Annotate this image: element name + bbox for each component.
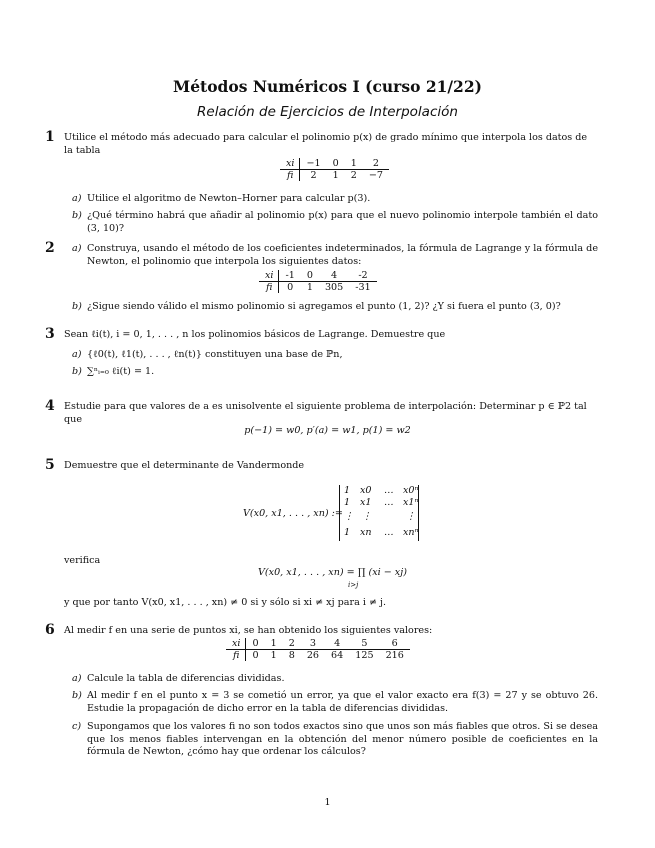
table-cell: 2 xyxy=(363,158,389,170)
exercise-2-part-a xyxy=(72,243,598,268)
part-label: a) xyxy=(72,349,82,360)
matrix-entry: … xyxy=(384,527,394,538)
exercise-6-number: 6 xyxy=(45,622,55,638)
matrix-entry: 1 xyxy=(344,527,351,538)
table-cell: −7 xyxy=(368,170,384,181)
table-cell: 0 xyxy=(327,158,345,170)
vandermonde-matrix xyxy=(339,485,419,541)
table-cell: 2 xyxy=(310,170,317,181)
part-label: b) xyxy=(72,301,82,312)
exercise-3-part-a xyxy=(72,349,598,362)
exercise-4-equation: p(−1) = w0, p′(a) = w1, p(1) = w2 xyxy=(244,425,411,436)
matrix-entry: ⋮ xyxy=(344,511,354,522)
exercise-5-verifica: verifica xyxy=(64,555,101,566)
part-text: Supongamos que los valores fi no son todos exactos sino que unos son más fiables que otros. Si se desea que los menos fiables intervengan en la obtención del menor número posible de coeficientes en la fórmula de Newton, ¿cómo hay que ordenar los cálculos? xyxy=(87,721,598,757)
table-cell: 1 xyxy=(270,650,277,661)
document-title: Métodos Numéricos I (curso 21/22) xyxy=(173,77,482,96)
exercise-3-intro: Sean ℓi(t), i = 0, 1, . . . , n los polinomios básicos de Lagrange. Demuestre que xyxy=(64,329,446,340)
matrix-entry: ⋮ xyxy=(406,511,416,522)
document-subtitle: Relación de Ejercicios de Interpolación xyxy=(197,104,458,120)
table-cell: 3 xyxy=(301,638,325,650)
table-cell: 0 xyxy=(246,638,265,650)
part-label: a) xyxy=(72,193,82,204)
matrix-entry: … xyxy=(384,485,394,496)
part-text: ∑ⁿᵢ₌₀ ℓi(t) = 1. xyxy=(87,366,155,377)
exercise-1-number: 1 xyxy=(45,129,55,145)
part-text: ¿Sigue siendo válido el mismo polinomio si agregamos el punto (1, 2)? ¿Y si fuera el punto (3, 0)? xyxy=(87,301,561,312)
matrix-entry: x0ⁿ xyxy=(403,485,419,496)
part-text: Construya, usando el método de los coeficientes indeterminados, la fórmula de Lagrange y la fórmula de Newton, el polinomio que interpola los siguientes datos: xyxy=(87,243,598,267)
exercise-6-part-a xyxy=(72,673,598,686)
part-label: b) xyxy=(72,366,82,377)
table-header-x: xi xyxy=(280,158,300,170)
table-header-f: fi xyxy=(259,282,279,294)
table-cell: -31 xyxy=(355,282,371,293)
table-cell: 1 xyxy=(306,282,313,293)
exercise-2-table xyxy=(259,270,377,293)
exercise-6-intro: Al medir f en una serie de puntos xi, se han obtenido los siguientes valores: xyxy=(64,625,433,636)
exercise-4-number: 4 xyxy=(45,398,55,414)
exercise-4-intro: Estudie para que valores de a es unisolvente el siguiente problema de interpolación: Determinar p ∈ ℙ2 tal que xyxy=(64,401,587,425)
exercise-6-table xyxy=(226,638,410,661)
exercise-1-part-a xyxy=(72,193,598,206)
matrix-entry: 1 xyxy=(344,497,351,508)
table-cell: 5 xyxy=(349,638,379,650)
product-subscript: i>j xyxy=(348,581,359,589)
matrix-entry: xnⁿ xyxy=(403,527,419,538)
exercise-3-part-b xyxy=(72,366,598,379)
table-cell: 0 xyxy=(252,650,259,661)
table-header-x: xi xyxy=(259,270,279,282)
matrix-entry: … xyxy=(384,497,394,508)
table-cell: 0 xyxy=(287,282,294,293)
matrix-entry: x1 xyxy=(360,497,372,508)
part-text: {ℓ0(t), ℓ1(t), . . . , ℓn(t)} constituyen una base de ℙn, xyxy=(87,349,343,360)
table-cell: 0 xyxy=(301,270,319,282)
matrix-entry: ⋮ xyxy=(362,511,372,522)
table-header-f: fi xyxy=(280,170,300,182)
table-cell: 26 xyxy=(306,650,320,661)
page-number: 1 xyxy=(324,797,331,808)
table-cell: -2 xyxy=(349,270,376,282)
table-cell: 8 xyxy=(288,650,295,661)
table-cell: 4 xyxy=(319,270,349,282)
exercise-1-table xyxy=(280,158,389,181)
exercise-6-part-b xyxy=(72,690,598,715)
table-cell: 1 xyxy=(265,638,283,650)
table-cell: -1 xyxy=(279,270,301,282)
table-cell: 1 xyxy=(345,158,363,170)
exercise-1-intro: Utilice el método más adecuado para calcular el polinomio p(x) de grado mínimo que interpola los datos de la tabla xyxy=(64,132,588,156)
part-text: Al medir f en el punto x = 3 se cometió un error, ya que el valor exacto era f(3) = 27 y se obtuvo 26. Estudie la propagación de dicho error en la tabla de diferencias divididas. xyxy=(87,690,598,714)
part-text: ¿Qué término habrá que añadir al polinomio p(x) para que el nuevo polinomio interpole también el dato (3, 10)? xyxy=(87,210,598,234)
exercise-5-conclusion: y que por tanto V(x0, x1, . . . , xn) ≠ 0 si y sólo si xi ≠ xj para i ≠ j. xyxy=(64,597,387,608)
part-text: Calcule la tabla de diferencias divididas. xyxy=(87,673,285,684)
matrix-entry: 1 xyxy=(344,485,351,496)
exercise-2-part-b xyxy=(72,301,598,314)
exercise-3-number: 3 xyxy=(45,326,55,342)
part-label: c) xyxy=(72,721,82,732)
exercise-5-intro: Demuestre que el determinante de Vandermonde xyxy=(64,460,305,471)
vandermonde-product-formula: V(x0, x1, . . . , xn) = ∏ (xi − xj) xyxy=(258,567,407,578)
table-cell: 4 xyxy=(325,638,349,650)
table-header-x: xi xyxy=(226,638,246,650)
part-label: b) xyxy=(72,690,82,701)
table-cell: 305 xyxy=(324,282,344,293)
exercise-2-number: 2 xyxy=(45,240,55,256)
matrix-entry: x0 xyxy=(360,485,372,496)
part-label: a) xyxy=(72,243,82,254)
table-cell: 64 xyxy=(331,650,344,661)
part-label: b) xyxy=(72,210,82,221)
table-cell: 2 xyxy=(283,638,301,650)
matrix-entry: xn xyxy=(360,527,372,538)
part-label: a) xyxy=(72,673,82,684)
part-text: Utilice el algoritmo de Newton–Horner para calcular p(3). xyxy=(87,193,371,204)
exercise-5-number: 5 xyxy=(45,457,55,473)
table-cell: 2 xyxy=(350,170,357,181)
exercise-1-part-b xyxy=(72,210,598,235)
table-cell: 6 xyxy=(380,638,410,650)
table-cell: 1 xyxy=(332,170,339,181)
exercise-6-part-c xyxy=(72,721,598,759)
table-cell: 216 xyxy=(385,650,404,661)
table-cell: −1 xyxy=(300,158,327,170)
table-header-f: fi xyxy=(226,650,246,662)
vandermonde-lhs: V(x0, x1, . . . , xn) := xyxy=(243,508,343,519)
table-cell: 125 xyxy=(355,650,374,661)
matrix-entry: x1ⁿ xyxy=(403,497,419,508)
